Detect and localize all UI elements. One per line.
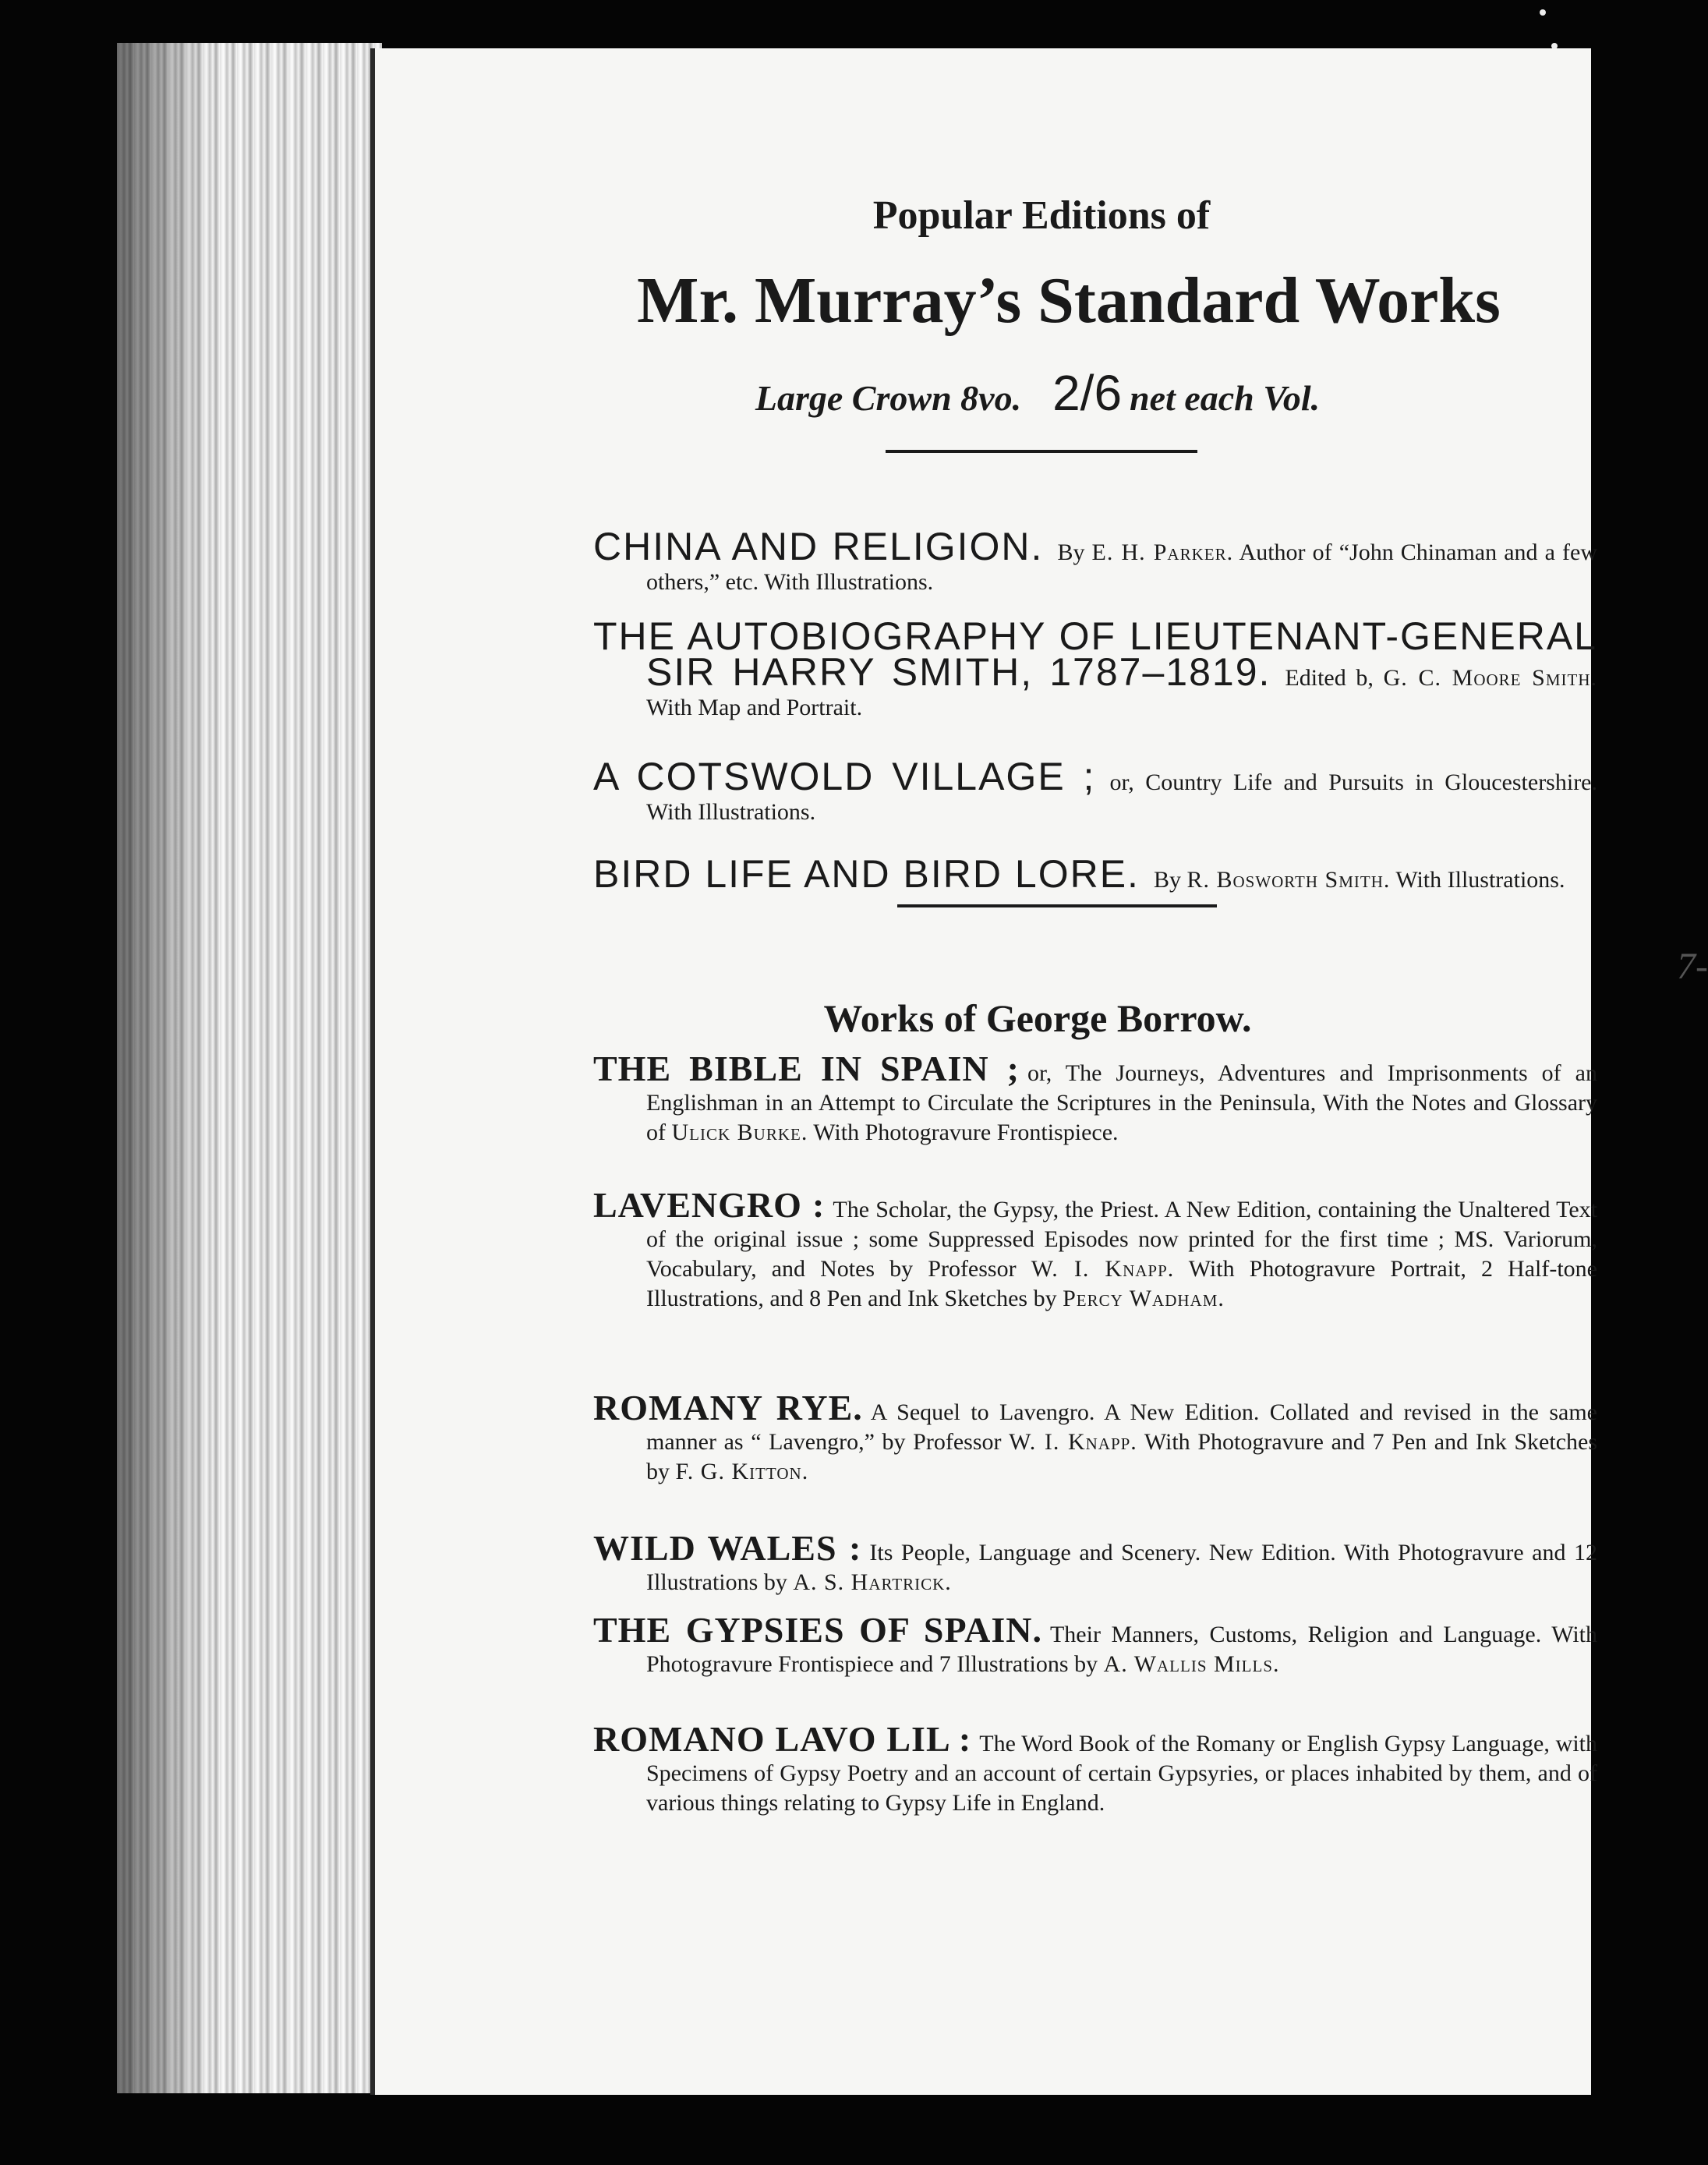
list-item: WILD WALES : Its People, Language and Scenery. New Edition. With Photogravure and 12 Illustrations by A. S. Hartrick. [593,1528,1598,1595]
list-item: THE BIBLE IN SPAIN ; or, The Journeys, Adventures and Imprisonments of an Englishman in an Attempt to Circulate the Scriptures in the Peninsula, With the Notes and Glossary of Ulick Burke. With Photogravure Frontispiece. [593,1049,1597,1145]
price: 2/6 [1052,365,1123,421]
list-item: BIRD LIFE AND BIRD LORE. By R. Bosworth Smith. With Illustrations. [593,852,1565,896]
entry-title: THE AUTOBIOGRAPHY OF LIEUTENANT-GENERAL SIR HARRY SMITH, 1787–1819. [593,614,1597,694]
entry-author: W. I. Knapp. [1009,1429,1137,1455]
entry-author: W. I. Knapp. [1031,1256,1175,1282]
scan-speck [1551,43,1558,49]
divider-rule [886,450,1197,453]
entry-title: A COTSWOLD VILLAGE ; [593,755,1096,798]
entry-author: E. H. Parker. [1091,539,1234,565]
entry-author: G. C. Moore Smith. [1383,665,1598,691]
entry-title: BIRD LIFE AND BIRD LORE. [593,852,1140,896]
format-text: Large Crown 8vo. [755,378,1022,418]
header-title: Mr. Murray’s Standard Works [637,264,1501,337]
entry-title: ROMANY RYE. [593,1388,863,1427]
section-heading: Works of George Borrow. [823,996,1252,1040]
entry-author: A. S. Hartrick. [793,1569,952,1595]
entry-title: CHINA AND RELIGION. [593,525,1044,568]
list-item: A COTSWOLD VILLAGE ; or, Country Life and Pursuits in Gloucestershire. With Illustrations. [593,755,1597,825]
entry-author: Percy Wadham. [1063,1286,1225,1311]
entry-author: F. G. Kitton. [675,1459,809,1484]
list-item: ROMANY RYE. A Sequel to Lavengro. A New Edition. Collated and revised in the same manner as “ Lavengro,” by Professor W. I. Knapp. With Photogravure and 7 Pen and Ink Sketches by F. G. Kitton. [593,1388,1598,1484]
entry-author: Ulick Burke. [671,1120,808,1145]
entry-title: THE GYPSIES OF SPAIN. [593,1610,1042,1650]
entry-title: WILD WALES : [593,1528,862,1568]
price-note: net each Vol. [1130,378,1321,418]
header-format-line [593,364,1482,422]
book-page [370,48,1708,2095]
entry-author: A. Wallis Mills. [1103,1651,1280,1677]
list-item: LAVENGRO : The Scholar, the Gypsy, the Priest. A New Edition, containing the Unaltered Text of the original issue ; some Suppressed Episodes now printed for the first time ; MS. Variorum, Vocabulary, and Notes by Professor W. I. Knapp. With Photogravure Portrait, 2 Half-tone Illustrations, and 8 Pen and Ink Sketches by Percy Wadham. [593,1185,1597,1311]
scan-speck [1540,9,1546,16]
divider-rule [897,904,1217,907]
list-item: ROMANO LAVO LIL : The Word Book of the Romany or English Gypsy Language, with Specimens of Gypsy Poetry and an account of certain Gypsyries, or places inhabited by them, and of various things relating to Gypsy Life in England. [593,1719,1598,1816]
entry-title: ROMANO LAVO LIL : [593,1719,972,1759]
entry-title: THE BIBLE IN SPAIN ; [593,1049,1020,1088]
page-edges-shadow [117,43,210,2093]
list-item: THE AUTOBIOGRAPHY OF LIEUTENANT-GENERAL SIR HARRY SMITH, 1787–1819. Edited b, G. C. Moore Smith. With Map and Portrait. [593,614,1598,720]
list-item: THE GYPSIES OF SPAIN. Their Manners, Customs, Religion and Language. With Photogravure Frontispiece and 7 Illustrations by A. Wallis Mills. [593,1610,1598,1677]
margin-annotation: 7- [1677,946,1708,987]
list-item: CHINA AND RELIGION. By E. H. Parker. Author of “John Chinaman and a few others,” etc. With Illustrations. [593,525,1597,595]
header-line1: Popular Editions of [872,193,1211,238]
entry-title: LAVENGRO : [593,1185,826,1225]
entry-author: R. Bosworth Smith. [1186,867,1391,893]
